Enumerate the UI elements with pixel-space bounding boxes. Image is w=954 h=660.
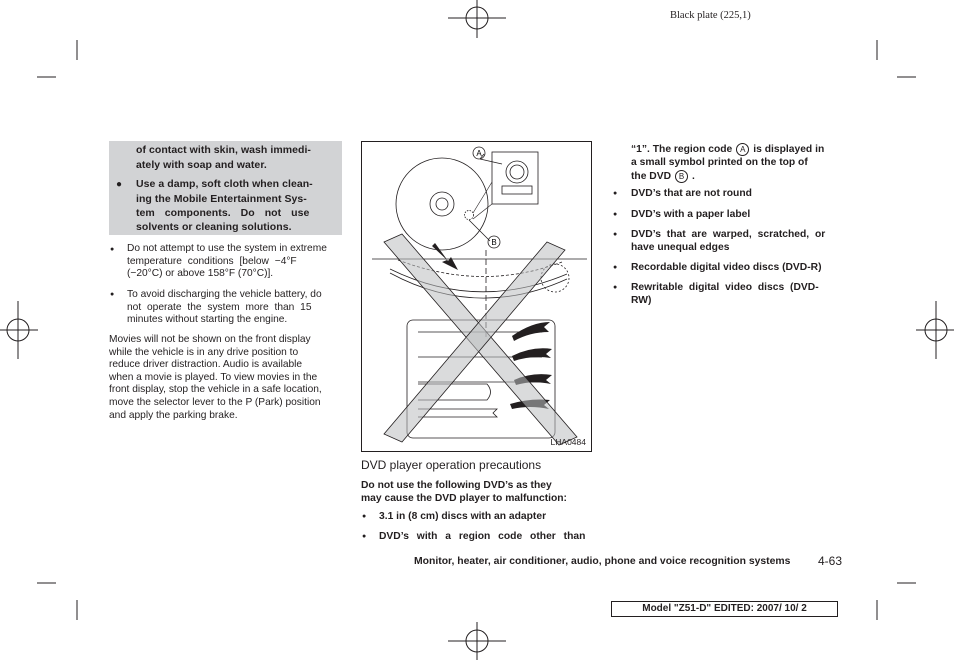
text-line: Movies will not be shown on the front display <box>109 334 311 345</box>
bullet-item <box>631 282 845 308</box>
bullet-icon: ● <box>613 190 618 197</box>
bullet-item <box>631 229 845 255</box>
bullet-icon: ● <box>613 284 618 291</box>
disc-outline <box>396 158 488 250</box>
prohibition-cross <box>384 234 577 445</box>
warning-line: ately with soap and water. <box>136 159 267 171</box>
text-line: while the vehicle is in any drive position to <box>109 346 299 358</box>
bullet-item: DVD’s with a region code other than <box>379 531 586 542</box>
dvd-illustration <box>361 141 592 452</box>
disc-ring <box>430 192 454 216</box>
bullet-icon: ● <box>362 533 367 540</box>
text-line: reduce driver distraction. Audio is available <box>109 359 303 371</box>
region-symbol-small <box>465 211 474 220</box>
down-arrow <box>432 243 458 270</box>
bullet-item <box>127 289 342 327</box>
marker-b: B <box>675 170 688 183</box>
warning-line: tem components. Do not use <box>136 207 310 219</box>
bullet-item: DVD’s that are not round <box>631 188 752 199</box>
text-line: when a movie is played. To view movies in the <box>109 371 318 383</box>
text-fragment: is displayed in <box>753 144 825 156</box>
text-fragment: . <box>692 171 695 183</box>
region-symbol-large <box>506 161 528 183</box>
bullet-item: 3.1 in (8 cm) discs with an adapter <box>379 511 547 522</box>
bullet-item: DVD’s with a paper label <box>631 209 751 220</box>
plate-label: Black plate (225,1) <box>670 10 751 21</box>
marker-a: A <box>736 143 749 156</box>
warning-line: Use a damp, soft cloth when clean- <box>136 178 313 190</box>
text-line: DVD’s that are warped, scratched, or <box>631 229 826 240</box>
warning-line: of contact with skin, wash immedi- <box>136 144 311 156</box>
zoom-box <box>492 152 538 204</box>
text-fragment: “1”. The region code <box>631 144 733 156</box>
bullet-icon: ● <box>613 211 618 218</box>
bullet-icon: ● <box>116 179 123 190</box>
bullet-icon: ● <box>362 513 367 520</box>
label-b: B <box>491 238 497 247</box>
model-edit-stamp: Model "Z51-D" EDITED: 2007/ 10/ 2 <box>611 601 838 617</box>
bullet-item <box>127 243 342 281</box>
text-line: Rewritable digital video discs (DVD- <box>631 282 819 293</box>
warning-box <box>109 141 342 235</box>
text-line: (−20°C) or above 158°F (70°C)]. <box>127 268 274 280</box>
region-code-paragraph <box>631 143 845 184</box>
bullet-icon: ● <box>110 291 115 298</box>
text-line: RW) <box>631 294 652 306</box>
text-line: not operate the system more than 15 <box>127 301 312 313</box>
label-a: A <box>476 149 482 158</box>
bullet-icon: ● <box>110 246 115 253</box>
intro-paragraph <box>361 480 592 506</box>
body-paragraph <box>109 334 342 422</box>
bullet-item: Recordable digital video discs (DVD-R) <box>631 262 822 273</box>
text-line <box>631 170 845 184</box>
figure-code: LHA0484 <box>550 437 586 447</box>
text-line: Do not attempt to use the system in extreme <box>127 243 327 254</box>
text-line: a small symbol printed on the top of <box>631 157 808 169</box>
figure-caption: DVD player operation precautions <box>361 458 542 472</box>
page-number: 4-63 <box>818 554 843 568</box>
bullet-icon: ● <box>613 231 618 238</box>
text-line: temperature conditions [below −4°F <box>127 255 297 267</box>
disc-hole <box>436 198 448 210</box>
footer-section-title: Monitor, heater, air conditioner, audio, phone and voice recognition systems <box>414 556 791 567</box>
dvd-drawing <box>362 142 592 452</box>
text-line: move the selector lever to the P (Park) position <box>109 396 321 408</box>
text-line: and apply the parking brake. <box>109 409 238 421</box>
text-line: To avoid discharging the vehicle battery, do <box>127 289 322 300</box>
text-fragment: the DVD <box>631 171 672 183</box>
text-line: have unequal edges <box>631 241 730 253</box>
text-line: minutes without starting the engine. <box>127 314 288 326</box>
text-line: Do not use the following DVD’s as they <box>361 480 552 491</box>
warning-line: ing the Mobile Entertainment Sys- <box>136 193 307 205</box>
warning-line: solvents or cleaning solutions. <box>136 221 292 233</box>
text-line: may cause the DVD player to malfunction: <box>361 492 567 504</box>
text-line: front display, stop the vehicle in a safe location, <box>109 384 322 396</box>
bullet-icon: ● <box>613 264 618 271</box>
text-line <box>631 143 845 157</box>
